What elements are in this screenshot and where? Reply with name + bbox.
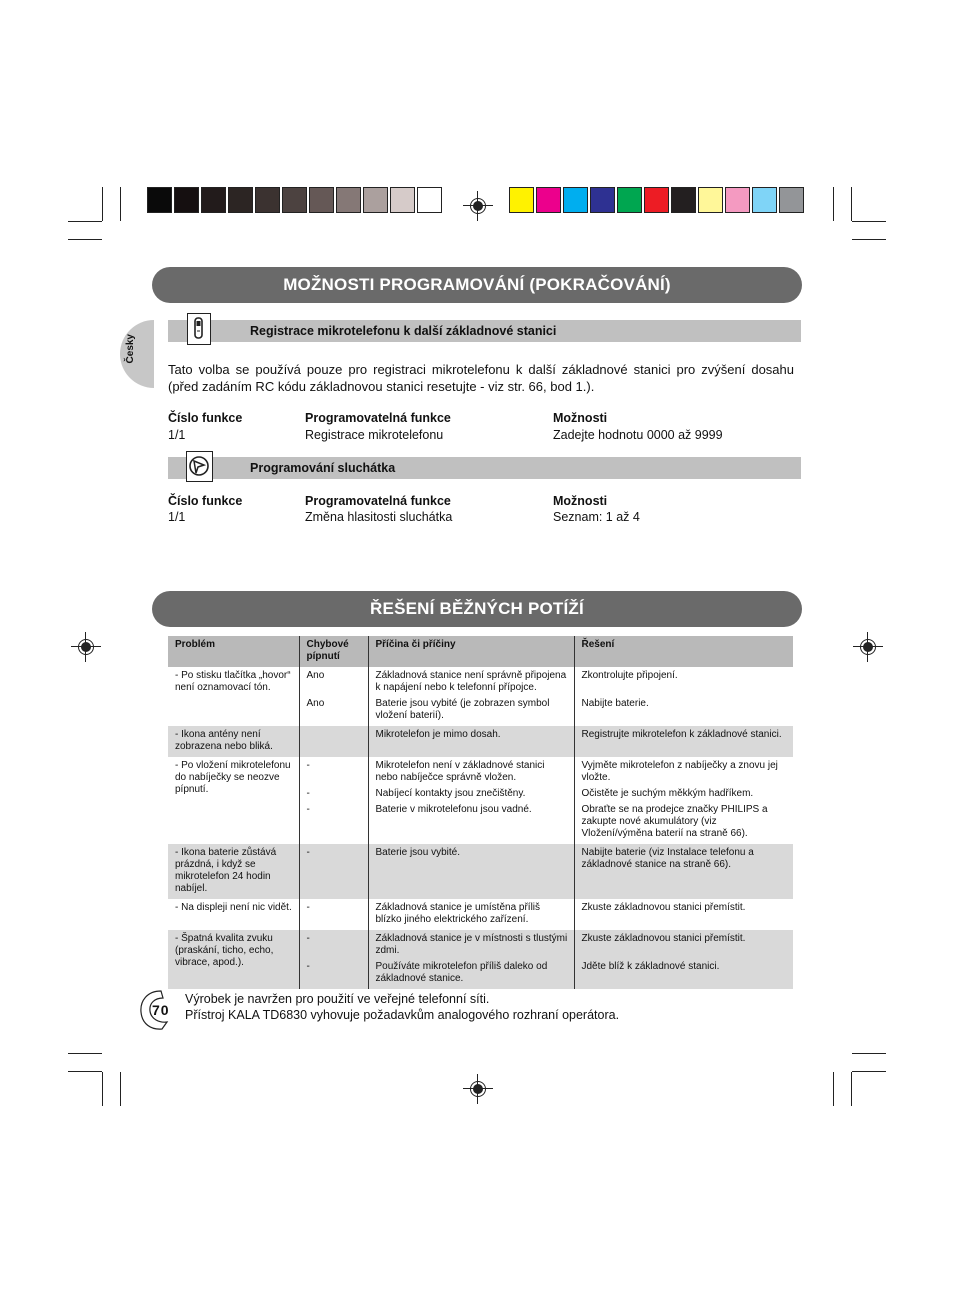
table-cell bbox=[168, 899, 299, 930]
cell-text: - Špatná kvalita zvuku (praskání, ticho, echo, vibrace, apod.). bbox=[175, 933, 274, 968]
table-cell bbox=[168, 667, 299, 726]
table-row bbox=[168, 667, 793, 726]
registration-mark-icon bbox=[71, 632, 101, 662]
color-swatch bbox=[509, 187, 534, 213]
subsection-title: Programování sluchátka bbox=[250, 461, 396, 475]
cell-text: - bbox=[306, 760, 310, 771]
color-swatch bbox=[536, 187, 561, 213]
cell-text: Očistěte je suchým měkkým hadříkem. bbox=[581, 788, 754, 799]
cell-text: Jděte blíž k základnové stanici. bbox=[581, 961, 720, 972]
cell-text: - bbox=[306, 933, 310, 944]
gray-swatch bbox=[147, 187, 172, 213]
cell-text: - bbox=[306, 788, 310, 799]
page-number-badge bbox=[137, 988, 181, 1032]
registration-mark-icon bbox=[463, 191, 493, 221]
color-swatch bbox=[671, 187, 696, 213]
column-header: Možnosti bbox=[553, 494, 608, 508]
color-swatch bbox=[752, 187, 777, 213]
column-header: Programovatelná funkce bbox=[305, 494, 451, 508]
subsection-title: Registrace mikrotelefonu k další základnové stanici bbox=[250, 324, 557, 338]
cell-text: Mikrotelefon není v základnové stanici nebo nabíječce správně vložen. bbox=[375, 760, 545, 783]
table-cell bbox=[368, 757, 574, 844]
cell-text: Zkontrolujte připojení. bbox=[581, 670, 678, 681]
column-header: Číslo funkce bbox=[168, 411, 243, 425]
cell-text: - bbox=[306, 902, 310, 913]
page-number: 70 bbox=[152, 1002, 170, 1018]
cell-text: Základnová stanice je v místnosti s tlustými zdmi. bbox=[375, 933, 568, 956]
gray-swatch bbox=[417, 187, 442, 213]
cell-text: Baterie jsou vybité. bbox=[375, 847, 460, 858]
table-cell bbox=[168, 844, 299, 899]
cell-text: Vyjměte mikrotelefon z nabíječky a znovu jej vložte. bbox=[581, 760, 778, 783]
gray-swatch bbox=[255, 187, 280, 213]
section-title: MOŽNOSTI PROGRAMOVÁNÍ (POKRAČOVÁNÍ) bbox=[152, 267, 802, 303]
function-options: Seznam: 1 až 4 bbox=[553, 510, 640, 524]
column-header: Číslo funkce bbox=[168, 494, 243, 508]
cell-text: Ano bbox=[306, 698, 325, 709]
description-text: Tato volba se používá pouze pro registraci mikrotelefonu k další základnové stanici pro zvýšení dosahu (před zadáním RC kódu základnovou stanici resetujte - viz str. 66, bod 1.). bbox=[168, 362, 794, 394]
function-options: Zadejte hodnotu 0000 až 9999 bbox=[553, 428, 723, 442]
table-row bbox=[168, 899, 793, 930]
table-cell bbox=[299, 757, 368, 844]
table-cell bbox=[574, 930, 793, 989]
column-header: Řešení bbox=[574, 636, 793, 667]
gray-swatch bbox=[174, 187, 199, 213]
cell-text: Nabijte baterie (viz Instalace telefonu a základnové stanice na straně 66). bbox=[581, 847, 754, 870]
cell-text: Baterie v mikrotelefonu jsou vadné. bbox=[375, 804, 532, 815]
table-cell bbox=[299, 844, 368, 899]
table-row bbox=[168, 930, 793, 989]
table-cell bbox=[368, 930, 574, 989]
cell-text: Zkuste základnovou stanici přemístit. bbox=[581, 902, 746, 913]
cell-text: - Ikona antény není zobrazena nebo bliká. bbox=[175, 729, 273, 752]
color-swatch bbox=[725, 187, 750, 213]
gray-swatch bbox=[390, 187, 415, 213]
cell-text: Základnová stanice není správně připojena k napájení nebo k telefonní přípojce. bbox=[375, 670, 567, 693]
registration-mark-icon bbox=[853, 632, 883, 662]
cell-text: Ano bbox=[306, 670, 325, 681]
cell-text: - Po stisku tlačítka „hovor“ není oznamovací tón. bbox=[175, 670, 291, 693]
table-cell bbox=[299, 930, 368, 989]
table-row bbox=[168, 726, 793, 757]
registration-mark-icon bbox=[463, 1074, 493, 1104]
cell-text: Mikrotelefon je mimo dosah. bbox=[375, 729, 501, 740]
table-cell bbox=[168, 757, 299, 844]
cell-text: - Na displeji není nic vidět. bbox=[175, 902, 292, 913]
subsection-bar bbox=[168, 320, 801, 342]
section-title: ŘEŠENÍ BĚŽNÝCH POTÍŽÍ bbox=[152, 591, 802, 627]
cell-text: Základnová stanice je umístěna příliš blízko jiného elektrického zařízení. bbox=[375, 902, 541, 925]
function-number: 1/1 bbox=[168, 510, 186, 524]
cell-text: - bbox=[306, 804, 310, 815]
table-cell bbox=[574, 667, 793, 726]
color-swatch bbox=[617, 187, 642, 213]
footer-line: Výrobek je navržen pro použití ve veřejné telefonní síti. bbox=[185, 992, 490, 1006]
function-number: 1/1 bbox=[168, 428, 186, 442]
cell-text: Používáte mikrotelefon příliš daleko od základnové stanice. bbox=[375, 961, 548, 984]
cell-text: - bbox=[306, 847, 310, 858]
color-swatch bbox=[644, 187, 669, 213]
language-label: Česky bbox=[125, 334, 136, 364]
cell-text: Baterie jsou vybité (je zobrazen symbol vložení baterií). bbox=[375, 698, 550, 721]
table-cell bbox=[299, 667, 368, 726]
gray-swatch bbox=[201, 187, 226, 213]
table-cell bbox=[574, 726, 793, 757]
earpiece-icon bbox=[186, 451, 213, 482]
gray-swatch bbox=[228, 187, 253, 213]
color-swatch bbox=[590, 187, 615, 213]
language-tab bbox=[120, 320, 154, 388]
cell-text: - bbox=[306, 961, 310, 972]
table-cell bbox=[168, 930, 299, 989]
cell-text: Registrujte mikrotelefon k základnové stanici. bbox=[581, 729, 782, 740]
footer-line: Přístroj KALA TD6830 vyhovuje požadavkům analogového rozhraní operátora. bbox=[185, 1008, 620, 1022]
cell-text: Obraťte se na prodejce značky PHILIPS a zakupte nové akumulátory (viz Vložení/výměna baterií na straně 66). bbox=[581, 804, 768, 839]
subsection-bar bbox=[168, 457, 801, 479]
table-row bbox=[168, 844, 793, 899]
cell-text: Nabijte baterie. bbox=[581, 698, 649, 709]
table-row bbox=[168, 757, 793, 844]
cell-text: - Po vložení mikrotelefonu do nabíječky se neozve pípnutí. bbox=[175, 760, 291, 795]
column-header: Problém bbox=[168, 636, 299, 667]
color-swatch bbox=[779, 187, 804, 213]
color-swatch bbox=[563, 187, 588, 213]
gray-swatch bbox=[336, 187, 361, 213]
column-header: Možnosti bbox=[553, 411, 608, 425]
table-cell bbox=[574, 899, 793, 930]
table-cell bbox=[368, 726, 574, 757]
gray-swatch bbox=[309, 187, 334, 213]
cell-text: Nabíjecí kontakty jsou znečištěny. bbox=[375, 788, 526, 799]
table-cell bbox=[368, 667, 574, 726]
table-cell bbox=[574, 844, 793, 899]
cell-text: - Ikona baterie zůstává prázdná, i když se mikrotelefon 24 hodin nabíjel. bbox=[175, 847, 277, 894]
column-header: Příčina či příčiny bbox=[368, 636, 574, 667]
table-cell bbox=[368, 899, 574, 930]
function-name: Registrace mikrotelefonu bbox=[305, 428, 444, 442]
column-header: Chybové pípnutí bbox=[299, 636, 368, 667]
cell-text: Zkuste základnovou stanici přemístit. bbox=[581, 933, 746, 944]
table-cell bbox=[299, 726, 368, 757]
gray-swatch bbox=[282, 187, 307, 213]
table-cell bbox=[168, 726, 299, 757]
troubleshooting-table bbox=[168, 636, 793, 989]
table-cell bbox=[368, 844, 574, 899]
handset-icon bbox=[187, 313, 211, 345]
gray-swatch bbox=[363, 187, 388, 213]
color-swatch bbox=[698, 187, 723, 213]
table-cell bbox=[574, 757, 793, 844]
column-header: Programovatelná funkce bbox=[305, 411, 451, 425]
table-cell bbox=[299, 899, 368, 930]
function-name: Změna hlasitosti sluchátka bbox=[305, 510, 453, 524]
